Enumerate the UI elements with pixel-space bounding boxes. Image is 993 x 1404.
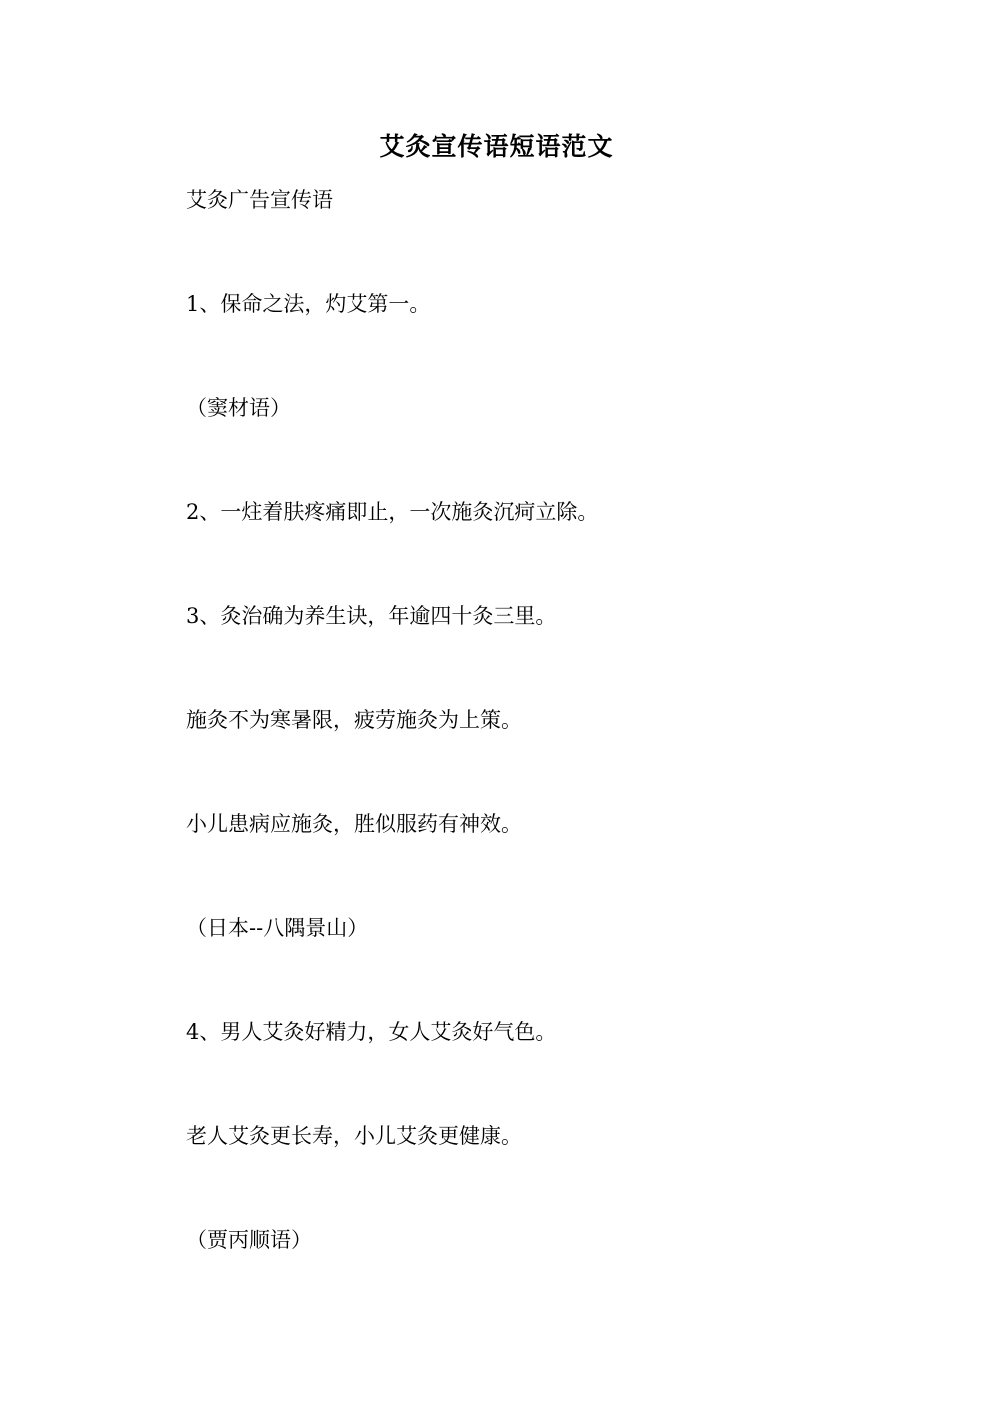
section-heading: 艾灸广告宣传语 [186, 188, 333, 212]
paragraph-line: 施灸不为寒暑限，疲劳施灸为上策。 [186, 708, 522, 732]
paragraph-line: 1、保命之法，灼艾第一。 [186, 292, 431, 316]
paragraph-line: 4、男人艾灸好精力，女人艾灸好气色。 [186, 1020, 557, 1044]
attribution-line: （贾丙顺语） [186, 1228, 312, 1252]
paragraph-line: 3、灸治确为养生诀，年逾四十灸三里。 [186, 604, 557, 628]
attribution-line: （日本--八隅景山） [186, 916, 369, 940]
attribution-line: （窦材语） [186, 396, 291, 420]
paragraph-line: 老人艾灸更长寿，小儿艾灸更健康。 [186, 1124, 522, 1148]
document-title: 艾灸宣传语短语范文 [379, 132, 614, 161]
paragraph-line: 小儿患病应施灸，胜似服药有神效。 [186, 812, 522, 836]
paragraph-line: 2、一炷着肤疼痛即止，一次施灸沉疴立除。 [186, 500, 599, 524]
